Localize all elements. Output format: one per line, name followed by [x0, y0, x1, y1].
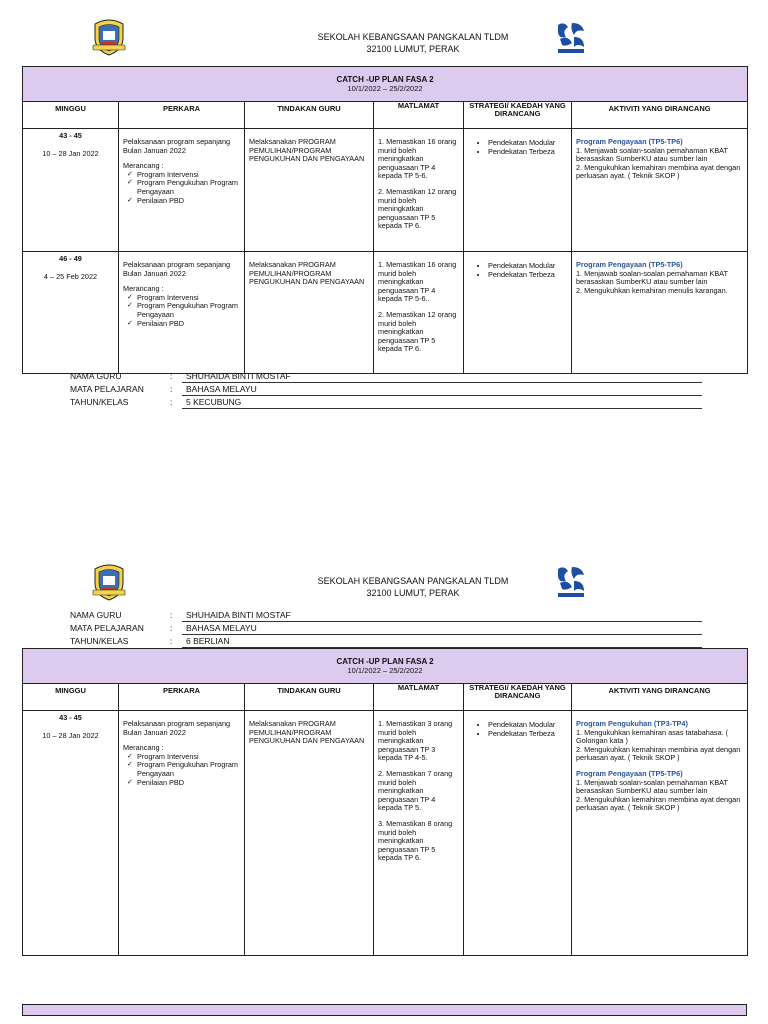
tick-item: ✓ Program Intervensi: [125, 294, 240, 303]
plan-title: CATCH -UP PLAN FASA 2: [336, 657, 434, 666]
label-nama-guru: NAMA GURU: [70, 610, 122, 620]
colon: :: [170, 623, 173, 633]
info-row-tahun: [70, 396, 702, 409]
week-range: 43 - 45: [59, 131, 82, 140]
tick-item: ✓ Penilaian PBD: [125, 320, 240, 329]
matlamat-item: 1. Memastikan 3 orang murid boleh meningkatkan penguasaan TP 3 kepada TP 4-5.: [378, 719, 453, 763]
col-header-minggu: MINGGU: [23, 684, 119, 711]
tick-item: ✓ Program Intervensi: [125, 171, 240, 180]
col-header-tindakan: TINDAKAN GURU: [245, 102, 374, 129]
table-row: [23, 252, 748, 374]
perkara-intro: Pelaksanaan program sepanjang Bulan Januari 2022: [123, 260, 231, 278]
strategi-item: • Pendekatan Modular: [488, 138, 567, 147]
tindakan-text: Melaksanakan PROGRAM PEMULIHAN/PROGRAM PENGUKUHAN DAN PENGAYAAN: [249, 137, 365, 164]
matlamat-item: 2. Memastikan 12 orang murid boleh meningkatkan penguasaan TP 5 kepada TP 6.: [378, 309, 457, 354]
ministry-logo: [554, 21, 588, 60]
colon: :: [170, 636, 173, 646]
school-crest-logo: [92, 18, 126, 61]
merancang-label: Merancang :: [123, 284, 164, 294]
tick-item: ✓ Program Pengukuhan Program Pengayaan: [125, 761, 240, 778]
week-cell: [23, 711, 119, 956]
perkara-intro: Pelaksanaan program sepanjang Bulan Januari 2022: [123, 719, 231, 737]
aktiviti-line: 2. Mengukuhkan kemahiran membina ayat dengan perluasan ayat. ( Teknik SKOP ): [576, 794, 741, 813]
matlamat-item: 2. Memastikan 7 orang murid boleh meningkatkan penguasaan TP 4 kepada TP 5.: [378, 768, 453, 813]
info-row-mata: [70, 622, 702, 635]
table-row: [23, 129, 748, 252]
value-mata-pelajaran: BAHASA MELAYU: [182, 623, 702, 635]
aktiviti-line: 1. Menjawab soalan-soalan pemahaman KBAT berasaskan SumberKU atau sumber lain: [576, 145, 728, 164]
week-range: 43 - 45: [59, 713, 82, 722]
merancang-label: Merancang :: [123, 743, 164, 753]
school-name-block: [260, 575, 566, 599]
perkara-cell: [119, 252, 245, 374]
matlamat-item: 2. Memastikan 12 orang murid boleh meningkatkan penguasaan TP 5 kepada TP 6.: [378, 186, 457, 231]
value-nama-guru: SHUHAIDA BINTI MOSTAF: [182, 610, 702, 622]
school-name: SEKOLAH KEBANGSAAN PANGKALAN TLDM: [317, 32, 509, 42]
tindakan-text: Melaksanakan PROGRAM PEMULIHAN/PROGRAM PENGUKUHAN DAN PENGAYAAN: [249, 719, 365, 746]
matlamat-cell: [374, 711, 464, 956]
school-header: [0, 18, 768, 68]
aktiviti-line: 1. Mengukuhkan kemahiran asas tatabahasa. ( Golongan kata ): [576, 727, 729, 746]
strategi-item: • Pendekatan Terbeza: [488, 270, 567, 279]
aktiviti-cell: [572, 252, 748, 374]
tick-item: ✓ Penilaian PBD: [125, 197, 240, 206]
week-date: 10 – 28 Jan 2022: [42, 149, 99, 158]
strategi-item: • Pendekatan Modular: [488, 720, 567, 729]
matlamat-cell: [374, 252, 464, 374]
school-address: 32100 LUMUT, PERAK: [366, 44, 460, 54]
colon: :: [170, 610, 173, 620]
week-cell: [23, 252, 119, 374]
plan-dates: 10/1/2022 – 25/2/2022: [347, 84, 423, 93]
col-header-minggu: MINGGU: [23, 102, 119, 129]
aktiviti-line: 2. Mengukuhkan kemahiran membina ayat dengan perluasan ayat. ( Teknik SKOP ): [576, 162, 741, 181]
col-header-tindakan: TINDAKAN GURU: [245, 684, 374, 711]
colon: :: [170, 371, 173, 381]
aktiviti-line: 2. Mengukuhkan kemahiran membina ayat dengan perluasan ayat. ( Teknik SKOP ): [576, 744, 741, 763]
aktiviti-heading: Program Pengayaan (TP5-TP6): [576, 260, 683, 269]
next-table-title-bar: [22, 1004, 747, 1016]
matlamat-item: 1. Memastikan 16 orang murid boleh meningkatkan penguasaan TP 4 kepada TP 5-6..: [378, 260, 457, 304]
school-crest-logo: [92, 563, 126, 606]
aktiviti-cell: [572, 129, 748, 252]
table-row: [23, 711, 748, 956]
tindakan-text: Melaksanakan PROGRAM PEMULIHAN/PROGRAM PENGUKUHAN DAN PENGAYAAN: [249, 260, 365, 287]
aktiviti-line: 1. Menjawab soalan-soalan pemahaman KBAT berasaskan SumberKU atau sumber lain: [576, 268, 728, 287]
column-header-row: [23, 684, 748, 711]
teacher-info-1: [70, 370, 702, 409]
matlamat-item: 1. Memastikan 16 orang murid boleh meningkatkan penguasaan TP 4 kepada TP 5-6.: [378, 137, 457, 181]
week-date: 4 – 25 Feb 2022: [43, 272, 98, 281]
value-mata-pelajaran: BAHASA MELAYU: [182, 384, 702, 396]
info-row-tahun: [70, 635, 702, 648]
label-mata-pelajaran: MATA PELAJARAN: [70, 623, 144, 633]
plan-dates: 10/1/2022 – 25/2/2022: [347, 666, 423, 675]
tick-item: ✓ Program Intervensi: [125, 753, 240, 762]
column-header-row: [23, 102, 748, 129]
value-tahun-kelas: 5 KECUBUNG: [182, 397, 702, 409]
col-header-perkara: PERKARA: [119, 102, 245, 129]
value-nama-guru: SHUHAIDA BINTI MOSTAF: [182, 371, 702, 383]
aktiviti-heading: Program Pengukuhan (TP3-TP4): [576, 719, 688, 728]
col-header-matlamat: MATLAMAT: [374, 684, 464, 711]
matlamat-item: 3. Memastikan 8 orang murid boleh meningkatkan penguasaan TP 5 kepada TP 6.: [378, 818, 453, 863]
tick-item: ✓ Penilaian PBD: [125, 779, 240, 788]
strategi-item: • Pendekatan Terbeza: [488, 729, 567, 738]
colon: :: [170, 397, 173, 407]
school-address: 32100 LUMUT, PERAK: [366, 588, 460, 598]
aktiviti-line: 2. Mengukuhkan kemahiran menulis karangan.: [576, 285, 728, 295]
aktiviti-heading: Program Pengayaan (TP5-TP6): [576, 137, 683, 146]
label-nama-guru: NAMA GURU: [70, 371, 122, 381]
info-row-guru: [70, 609, 702, 622]
info-row-guru: [70, 370, 702, 383]
col-header-strategi: STRATEGI/ KAEDAH YANG DIRANCANG: [464, 102, 572, 129]
plan-table-1: [22, 66, 748, 374]
plan-table-2: [22, 648, 748, 956]
aktiviti-cell: [572, 711, 748, 956]
school-name: SEKOLAH KEBANGSAAN PANGKALAN TLDM: [317, 576, 509, 586]
tindakan-cell: [245, 711, 374, 956]
strategi-item: • Pendekatan Modular: [488, 261, 567, 270]
tick-item: ✓ Program Pengukuhan Program Pengayaan: [125, 179, 240, 196]
week-date: 10 – 28 Jan 2022: [42, 731, 99, 740]
colon: :: [170, 384, 173, 394]
plan-title-cell: [23, 67, 748, 102]
col-header-perkara: PERKARA: [119, 684, 245, 711]
label-tahun-kelas: TAHUN/KELAS: [70, 636, 129, 646]
aktiviti-heading: Program Pengayaan (TP5-TP6): [576, 768, 683, 778]
col-header-aktiviti: AKTIVITI YANG DIRANCANG: [572, 684, 748, 711]
week-cell: [23, 129, 119, 252]
label-tahun-kelas: TAHUN/KELAS: [70, 397, 129, 407]
ministry-logo: [554, 565, 588, 604]
tick-item: ✓ Program Pengukuhan Program Pengayaan: [125, 302, 240, 319]
matlamat-cell: [374, 129, 464, 252]
col-header-aktiviti: AKTIVITI YANG DIRANCANG: [572, 102, 748, 129]
tindakan-cell: [245, 129, 374, 252]
tindakan-cell: [245, 252, 374, 374]
perkara-cell: [119, 129, 245, 252]
week-range: 46 - 49: [59, 254, 82, 263]
plan-title: CATCH -UP PLAN FASA 2: [336, 75, 434, 84]
col-header-matlamat: MATLAMAT: [374, 102, 464, 129]
perkara-intro: Pelaksanaan program sepanjang Bulan Januari 2022: [123, 137, 231, 155]
info-row-mata: [70, 383, 702, 396]
school-header: [0, 563, 768, 613]
strategi-item: • Pendekatan Terbeza: [488, 147, 567, 156]
strategi-cell: [464, 711, 572, 956]
col-header-strategi: STRATEGI/ KAEDAH YANG DIRANCANG: [464, 684, 572, 711]
value-tahun-kelas: 6 BERLIAN: [182, 636, 702, 648]
merancang-label: Merancang :: [123, 161, 164, 171]
teacher-info-2: [70, 609, 702, 648]
school-name-block: [260, 31, 566, 55]
label-mata-pelajaran: MATA PELAJARAN: [70, 384, 144, 394]
plan-title-cell: [23, 649, 748, 684]
aktiviti-line: 1. Menjawab soalan-soalan pemahaman KBAT berasaskan SumberKU atau sumber lain: [576, 777, 728, 796]
strategi-cell: [464, 252, 572, 374]
perkara-cell: [119, 711, 245, 956]
strategi-cell: [464, 129, 572, 252]
